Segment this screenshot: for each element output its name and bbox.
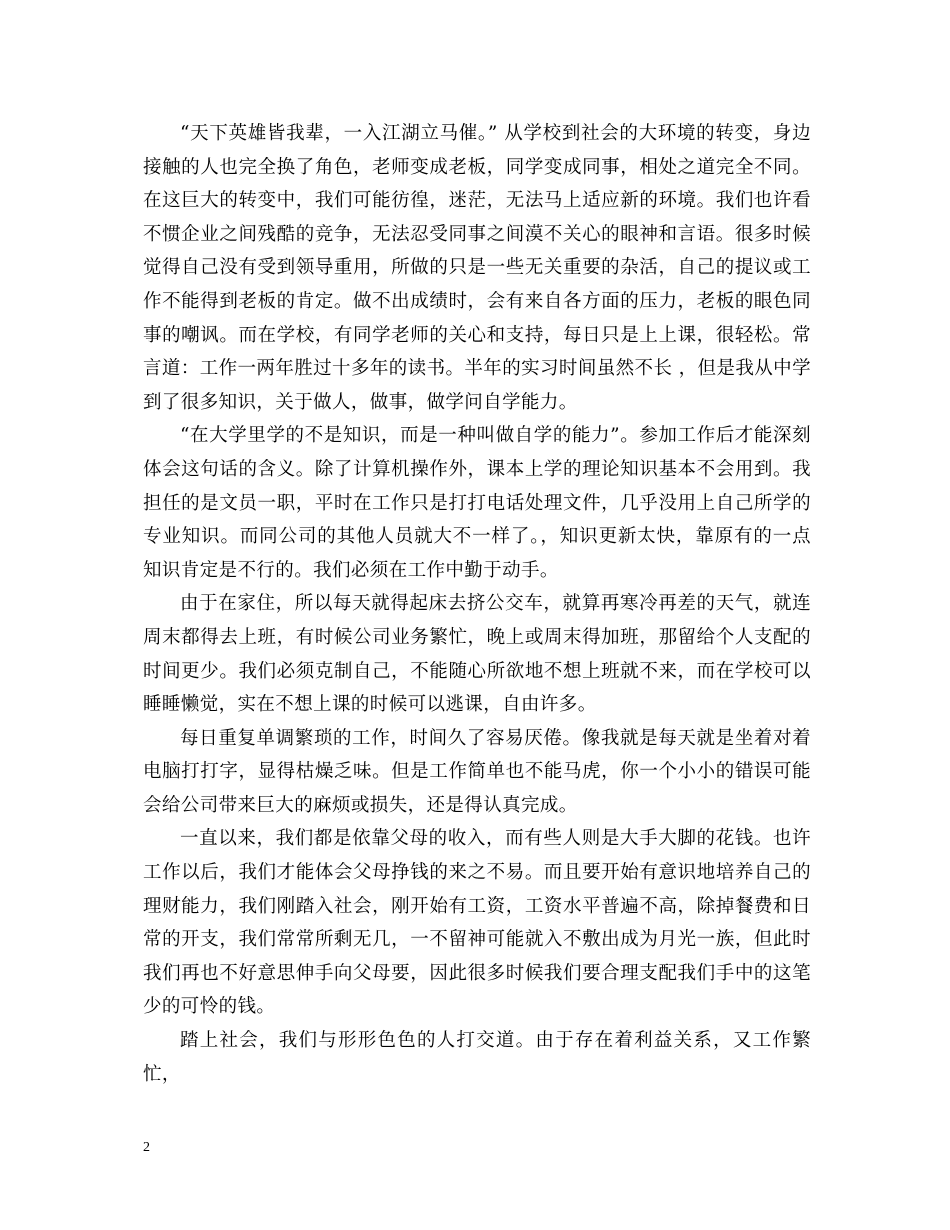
page-number: 2 [143, 1140, 150, 1155]
paragraph-6: 踏上社会，我们与形形色色的人打交道。由于存在着利益关系，又工作繁忙， [143, 1030, 811, 1085]
paragraph-4: 每日重复单调繁琐的工作，时间久了容易厌倦。像我就是每天就是坐着对着电脑打打字，显得枯燥乏味。但是工作简单也不能马虎，你一个小小的错误可能会给公司带来巨大的麻烦或损失，还是得认真完成。 [143, 727, 811, 816]
paragraph-3: 由于在家住，所以每天就得起床去挤公交车，就算再寒冷再差的天气，就连周末都得去上班，有时候公司业务繁忙，晚上或周末得加班，那留给个人支配的时间更少。我们必须克制自己，不能随心所欲地不想上班就不来，而在学校可以睡睡懒觉，实在不想上课的时候可以逃课，自由许多。 [143, 593, 811, 716]
paragraph-1: “天下英雄皆我辈，一入江湖立马催。” 从学校到社会的大环境的转变，身边接触的人也完全换了角色，老师变成老板，同学变成同事，相处之道完全不同。在这巨大的转变中，我们可能彷徨，迷茫，无法马上适应新的环境。我们也许看不惯企业之间残酷的竞争，无法忍受同事之间漠不关心的眼神和言语。很多时候觉得自己没有受到领导重用，所做的只是一些无关重要的杂活，自己的提议或工作不能得到老板的肯定。做不出成绩时，会有来自各方面的压力，老板的眼色同事的嘲讽。而在学校，有同学老师的关心和支持，每日只是上上课，很轻松。常言道：工作一两年胜过十多年的读书。半年的实习时间虽然不长 ，但是我从中学到了很多知识，关于做人，做事，做学问自学能力。 [143, 123, 811, 413]
paragraph-5: 一直以来，我们都是依靠父母的收入，而有些人则是大手大脚的花钱。也许工作以后，我们才能体会父母挣钱的来之不易。而且要开始有意识地培养自己的理财能力，我们刚踏入社会，刚开始有工资，工资水平普遍不高，除掉餐费和日常的开支，我们常常所剩无几，一不留神可能就入不敷出成为月光一族，但此时我们再也不好意思伸手向父母要，因此很多时候我们要合理支配我们手中的这笔少的可怜的钱。 [143, 828, 811, 1018]
paragraph-2: “在大学里学的不是知识，而是一种叫做自学的能力”。参加工作后才能深刻体会这句话的含义。除了计算机操作外，课本上学的理论知识基本不会用到。我担任的是文员一职，平时在工作只是打打电话处理文件，几乎没用上自己所学的专业知识。而同公司的其他人员就大不一样了。，知识更新太快，靠原有的一点知识肯定是不行的。我们必须在工作中勤于动手。 [143, 425, 811, 581]
body-text [143, 117, 811, 1091]
